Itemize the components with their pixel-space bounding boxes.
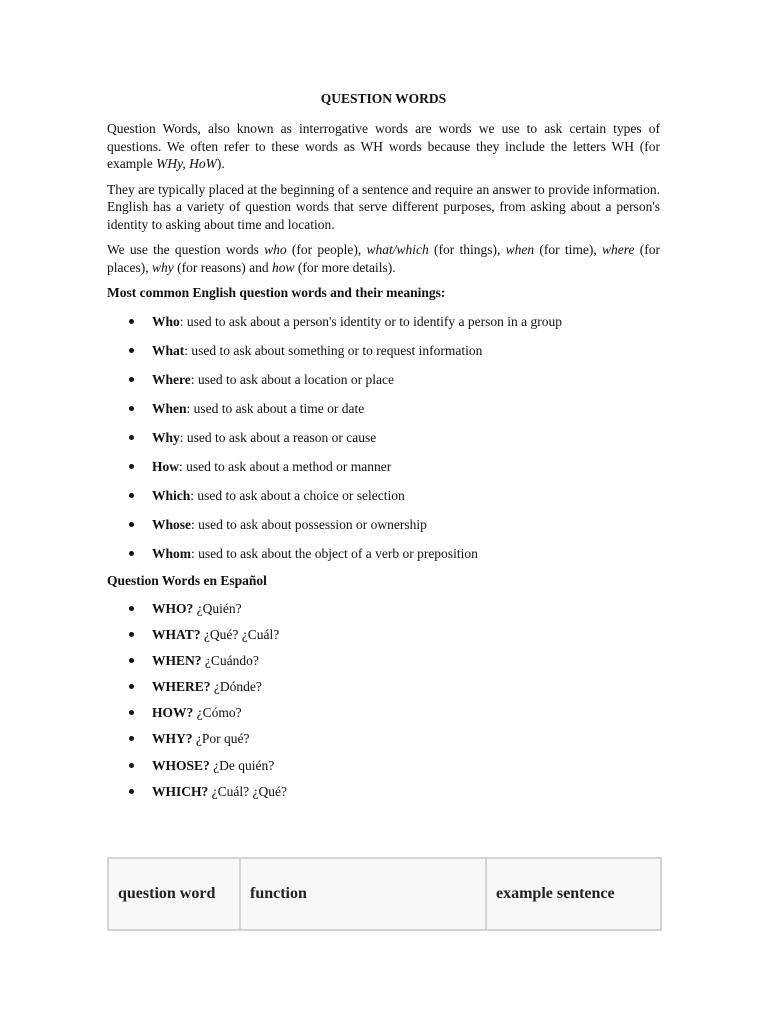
list-item <box>107 678 660 696</box>
english-word: WHEN? <box>152 652 202 668</box>
document-body <box>107 89 660 809</box>
p3-emphasis-when: when <box>505 242 535 257</box>
bullet-icon <box>129 632 134 637</box>
spanish-translation: ¿De quién? <box>209 757 275 773</box>
p3-emphasis-who: who <box>264 242 287 257</box>
english-word: WHICH? <box>152 783 209 799</box>
list-item <box>107 429 660 447</box>
bullet-icon <box>129 493 134 498</box>
p3-emphasis-why: why <box>151 259 174 275</box>
spanish-heading: Question Words en Español <box>107 573 267 588</box>
question-meaning: : used to ask about a person's identity or to identify a person in a group <box>179 313 562 329</box>
list-item <box>107 545 660 563</box>
p3-text: (for things), <box>428 242 506 257</box>
p3-emphasis-what-which: what/which <box>366 242 429 257</box>
english-word: WHY? <box>152 731 193 747</box>
table-header-function: function <box>239 859 485 929</box>
list-item <box>107 487 660 505</box>
list-item <box>107 730 660 748</box>
question-word: Whom <box>152 545 192 561</box>
question-meaning: : used to ask about a reason or cause <box>179 429 377 445</box>
spanish-translation: ¿Cuándo? <box>201 652 259 668</box>
list-item <box>107 342 660 360</box>
english-word: HOW? <box>152 705 194 721</box>
english-word: WHAT? <box>152 626 201 642</box>
list-item <box>107 516 660 534</box>
table-header-example-sentence: example sentence <box>485 859 660 929</box>
intro-paragraph-2: They are typically placed at the beginning of a sentence and require an answer to provide information. English has a variety of question words that serve different purposes, from asking about a person's identity to asking about time and location. <box>107 181 660 232</box>
bullet-icon <box>129 606 134 611</box>
page-title: QUESTION WORDS <box>320 91 447 106</box>
bullet-icon <box>129 710 134 715</box>
p3-emphasis-how: how <box>271 259 295 275</box>
question-meaning: : used to ask about a method or manner <box>179 458 392 474</box>
list-item <box>107 371 660 389</box>
intro-p1-emphasis: WHy, HoW <box>156 156 217 171</box>
bullet-icon <box>129 789 134 794</box>
bullet-icon <box>129 406 134 411</box>
intro-paragraph-3 <box>107 241 660 276</box>
list-item <box>107 626 660 644</box>
question-meaning: : used to ask about a location or place <box>190 371 394 387</box>
question-word: How <box>152 458 179 474</box>
intro-paragraph-1 <box>107 120 660 173</box>
p3-emphasis-where: where <box>602 242 635 257</box>
bullet-icon <box>129 522 134 527</box>
list-item <box>107 600 660 618</box>
question-word: When <box>152 400 187 416</box>
p3-text: (for more details). <box>294 259 396 275</box>
bullet-icon <box>129 464 134 469</box>
list-item <box>107 783 660 801</box>
question-word: Whose <box>152 516 192 532</box>
question-meaning: : used to ask about possession or ownership <box>191 516 427 532</box>
question-word: Why <box>152 429 180 445</box>
english-word: WHOSE? <box>152 757 210 773</box>
bullet-icon <box>129 684 134 689</box>
p3-text: (for reasons) and <box>173 259 272 275</box>
meanings-list <box>107 313 660 563</box>
question-word: What <box>152 342 185 358</box>
p3-text: We use the question words <box>107 242 265 257</box>
list-item <box>107 757 660 775</box>
intro-p1-end: ). <box>216 156 225 171</box>
bullet-icon <box>129 435 134 440</box>
list-item <box>107 313 660 331</box>
spanish-translation: ¿Por qué? <box>192 731 250 747</box>
question-meaning: : used to ask about a choice or selection <box>190 487 405 503</box>
bullet-icon <box>129 658 134 663</box>
list-item <box>107 400 660 418</box>
bullet-icon <box>129 763 134 768</box>
spanish-translation: ¿Dónde? <box>210 679 262 695</box>
meanings-heading: Most common English question words and their meanings: <box>107 285 446 300</box>
p3-text: (for time), <box>534 242 602 257</box>
spanish-translation: ¿Cómo? <box>193 705 242 721</box>
question-words-table <box>107 857 662 931</box>
question-word: Where <box>152 371 191 387</box>
question-word: Who <box>152 313 180 329</box>
p3-text: (for places), <box>107 242 660 275</box>
english-word: WHERE? <box>152 679 211 695</box>
bullet-icon <box>129 348 134 353</box>
bullet-icon <box>129 319 134 324</box>
list-item <box>107 652 660 670</box>
english-word: WHO? <box>152 600 194 616</box>
spanish-translation: ¿Quién? <box>193 600 242 616</box>
list-item <box>107 458 660 476</box>
question-meaning: : used to ask about a time or date <box>186 400 365 416</box>
spanish-translation: ¿Qué? ¿Cuál? <box>200 626 280 642</box>
spanish-list <box>107 600 660 801</box>
list-item <box>107 704 660 722</box>
spanish-translation: ¿Cuál? ¿Qué? <box>208 783 287 799</box>
bullet-icon <box>129 551 134 556</box>
bullet-icon <box>129 377 134 382</box>
bullet-icon <box>129 736 134 741</box>
p3-text: (for people), <box>286 242 367 257</box>
table-header-question-word: question word <box>118 885 216 902</box>
question-meaning: : used to ask about the object of a verb or preposition <box>191 545 478 561</box>
question-meaning: : used to ask about something or to request information <box>184 342 483 358</box>
intro-p1-text: Question Words, also known as interrogative words are words we use to ask certain types of questions. We often refer to these words as WH words because they include the letters WH (for example <box>107 121 660 171</box>
question-word: Which <box>152 487 191 503</box>
